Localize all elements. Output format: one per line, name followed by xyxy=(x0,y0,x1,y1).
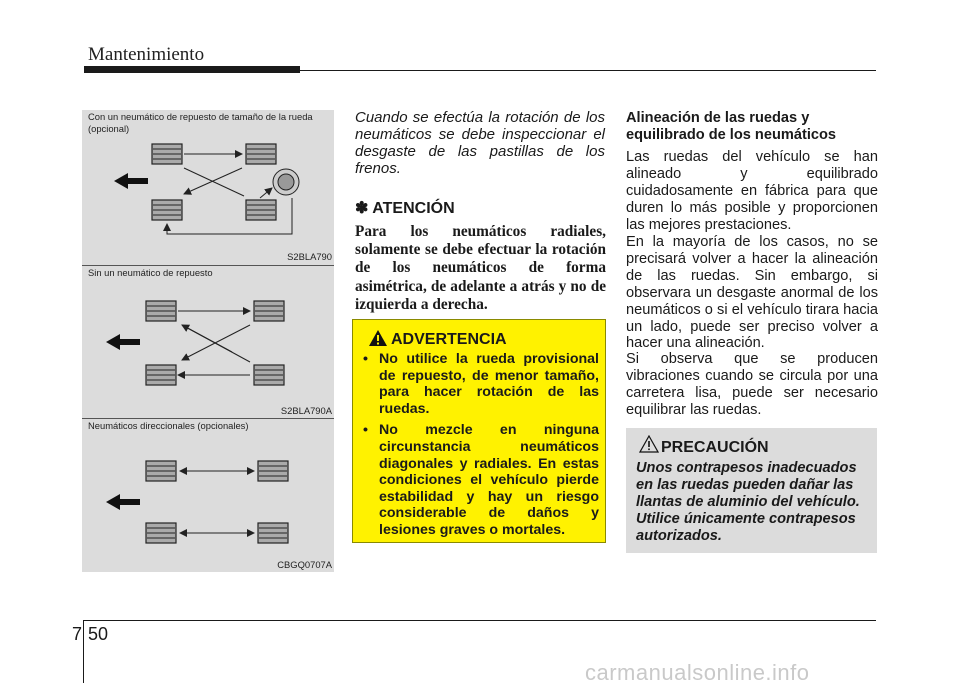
attention-heading xyxy=(355,198,455,218)
attention-body: Para los neumáticos radiales, solamente se debe efectuar la rotación de los neumáticos de forma asimétrica, de adelante a atrás y no de izquierda a derecha. xyxy=(355,223,606,313)
warning-triangle-icon xyxy=(368,329,388,347)
tire-icon xyxy=(152,200,182,220)
tire-icon xyxy=(146,365,176,385)
warning-title: ADVERTENCIA xyxy=(391,331,507,348)
tire-icon xyxy=(258,461,288,481)
caution-title: PRECAUCIÓN xyxy=(661,439,769,456)
tire-icon xyxy=(146,461,176,481)
figure-code: S2BLA790 xyxy=(287,251,332,262)
caution-body: Unos contrapesos inadecuados en las ruedas pueden dañar las llantas de aluminio del vehículo. Utilice únicamente contrapesos autorizados. xyxy=(636,460,860,544)
page-number: 50 xyxy=(88,624,109,644)
tire-icon xyxy=(254,301,284,321)
warning-item-text: No utilice la rueda provisional de repuesto, de menor tamaño, para hacer rotación de las ruedas. xyxy=(379,351,599,417)
caution-box xyxy=(626,428,877,553)
figure-code: CBGQ0707A xyxy=(277,559,332,570)
rotation-diagram xyxy=(82,110,334,265)
figure-spare-full-size xyxy=(82,110,334,265)
figure-no-spare xyxy=(82,266,334,418)
header-bar xyxy=(84,66,300,73)
warning-box xyxy=(352,319,606,543)
section-title: Mantenimiento xyxy=(88,44,205,65)
warning-list xyxy=(361,351,599,544)
paragraph: Las ruedas del vehículo se han alineado y equilibrado cuidadosamente en fábrica para que duren lo más posible y proporcionen las mejores prestaciones. xyxy=(626,149,878,233)
tire-icon xyxy=(258,523,288,543)
tire-icon xyxy=(152,144,182,164)
alignment-heading: Alineación de las ruedas y equilibrado de los neumáticos xyxy=(626,110,837,143)
arrow-left-icon xyxy=(114,173,148,189)
figure-caption: Sin un neumático de repuesto xyxy=(88,267,213,278)
figure-caption: Neumáticos direccionales (opcionales) xyxy=(88,420,249,431)
rotation-note: Cuando se efectúa la rotación de los neumáticos se debe inspeccionar el desgaste de las pastillas de los frenos. xyxy=(355,109,605,177)
rotation-diagram xyxy=(82,266,334,418)
footer-divider xyxy=(83,620,84,683)
chapter-number: 7 xyxy=(72,624,83,644)
list-item: • No mezcle en ninguna circunstancia neumáticos diagonales y radiales. En estas condiciones el vehículo pierde estabilidad y hay un riesgo considerable de daños y lesiones graves o mortales. xyxy=(363,422,599,538)
paragraph: En la mayoría de los casos, no se precisará volver a hacer la alineación de las ruedas. Sin embargo, si observara un desgaste anormal de los neumáticos o si el vehículo tirara hacia un lado, puede ser preciso volver a hacer una alineación. xyxy=(626,234,878,352)
tire-icon xyxy=(146,301,176,321)
footer-rule xyxy=(84,620,876,621)
tire-icon xyxy=(246,144,276,164)
attention-title: ATENCIÓN xyxy=(372,200,455,217)
arrow-left-icon xyxy=(106,334,140,350)
figure-directional xyxy=(82,419,334,572)
rotation-diagram xyxy=(82,419,334,572)
list-item: • No utilice la rueda provisional de repuesto, de menor tamaño, para hacer rotación de las ruedas. xyxy=(363,351,599,417)
watermark: carmanualsonline.info xyxy=(585,660,810,685)
tire-icon xyxy=(146,523,176,543)
paragraph: Si observa que se producen vibraciones cuando se circula por una carretera lisa, puede ser necesario equilibrar las ruedas. xyxy=(626,351,878,418)
figure-code: S2BLA790A xyxy=(280,405,332,416)
tire-icon xyxy=(254,365,284,385)
asterisk-icon: ✽ xyxy=(355,200,369,217)
arrow-left-icon xyxy=(106,494,140,510)
header-rule xyxy=(300,70,876,71)
tire-icon xyxy=(246,200,276,220)
warning-item-text: No mezcle en ninguna circunstancia neumáticos diagonales y radiales. En estas condiciones el vehículo pierde estabilidad y hay un riesgo considerable de daños y lesiones graves o mortales. xyxy=(379,422,599,538)
figure-caption: Con un neumático de repuesto de tamaño de la rueda (opcional) xyxy=(88,111,313,134)
caution-triangle-icon xyxy=(639,435,659,453)
